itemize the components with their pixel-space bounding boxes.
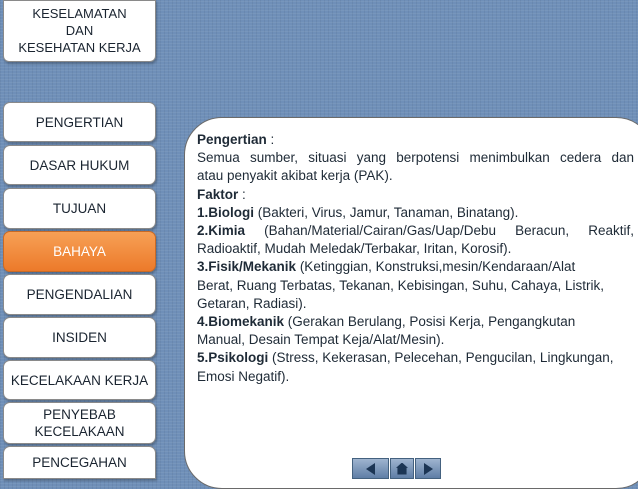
factor-4-line-1 xyxy=(197,313,634,331)
factor-desc: (Ketinggian, Konstruksi,mesin/Kendaraan/Alat xyxy=(296,259,576,275)
home-button[interactable] xyxy=(390,458,414,479)
pengertian-colon: : xyxy=(266,132,275,147)
factor-5-line-1 xyxy=(197,349,634,367)
nav-button-pengertian[interactable] xyxy=(3,102,156,142)
nav-label: PENGERTIAN xyxy=(35,114,124,130)
nav-label-line-2: KECELAKAAN xyxy=(34,424,125,439)
title-line-1: KESELAMATAN xyxy=(32,6,127,21)
definition-line-2: atau penyakit akibat kerja (PAK). xyxy=(197,168,393,184)
factor-desc: (Stress, Kekerasan, Pelecehan, Pengucilan, Lingkungan, xyxy=(268,350,614,366)
factor-name: 2.Kimia xyxy=(197,223,246,239)
factor-name: 1.Biologi xyxy=(197,204,254,220)
factor-desc: (Gerakan Berulang, Posisi Kerja, Pengangkutan xyxy=(284,314,576,330)
definition-line-1: Semua sumber, situasi yang berpotensi menimbulkan cedera dan xyxy=(197,150,634,166)
nav-label: DASAR HUKUM xyxy=(29,157,130,173)
next-slide-button[interactable] xyxy=(415,458,441,479)
factor-desc: (Bahan/Material/Cairan/Gas/Uap/Debu Beracun, Reaktif, xyxy=(245,223,634,239)
factor-3-line-2: Berat, Ruang Terbatas, Tekanan, Kebisingan, Suhu, Cahaya, Listrik, xyxy=(197,277,605,293)
title-box xyxy=(3,0,156,62)
nav-label: TUJUAN xyxy=(52,201,107,216)
nav-label: BAHAYA xyxy=(53,244,106,259)
nav-button-penyebab-kecelakaan[interactable] xyxy=(3,402,156,444)
nav-label-line-1: PENYEBAB xyxy=(43,407,116,422)
title-line-3: KESEHATAN KERJA xyxy=(18,40,141,55)
nav-button-tujuan[interactable] xyxy=(3,188,156,229)
nav-button-pencegahan[interactable] xyxy=(3,446,156,479)
nav-button-insiden[interactable] xyxy=(3,317,156,358)
factor-1 xyxy=(197,204,634,222)
nav-label: KECELAKAAN KERJA xyxy=(10,372,149,388)
nav-button-kecelakaan-kerja[interactable] xyxy=(3,360,156,400)
triangle-left-icon xyxy=(366,463,375,475)
faktor-label: Faktor xyxy=(197,186,239,202)
factor-3-line-3: Getaran, Radiasi). xyxy=(197,295,307,311)
factor-desc: (Bakteri, Virus, Jamur, Tanaman, Binatang). xyxy=(254,204,519,220)
nav-label: PENCEGAHAN xyxy=(32,455,127,470)
faktor-colon: : xyxy=(238,186,246,202)
prev-slide-button[interactable] xyxy=(352,458,389,479)
home-icon xyxy=(396,463,408,475)
triangle-right-icon xyxy=(424,463,433,475)
title-line-2: DAN xyxy=(65,23,94,38)
factor-5-line-2: Emosi Negatif). xyxy=(197,368,290,384)
nav-button-dasar-hukum[interactable] xyxy=(3,145,156,185)
content-text xyxy=(197,131,634,386)
nav-button-pengendalian[interactable] xyxy=(3,274,156,315)
factor-3-line-1 xyxy=(197,258,634,276)
nav-label: PENGENDALIAN xyxy=(26,287,133,302)
factor-name: 3.Fisik/Mekanik xyxy=(197,259,297,275)
factor-4-line-2: Manual, Desain Tempat Keja/Alat/Mesin). xyxy=(197,332,445,348)
pengertian-label: Pengertian xyxy=(197,132,267,147)
factor-name: 5.Psikologi xyxy=(197,350,269,366)
nav-button-bahaya[interactable] xyxy=(3,231,156,272)
factor-2-line-1 xyxy=(197,222,634,240)
factor-name: 4.Biomekanik xyxy=(197,314,285,330)
factor-2-line-2: Radioaktif, Mudah Meledak/Terbakar, Iritan, Korosif). xyxy=(197,241,512,257)
nav-label: INSIDEN xyxy=(52,330,107,345)
